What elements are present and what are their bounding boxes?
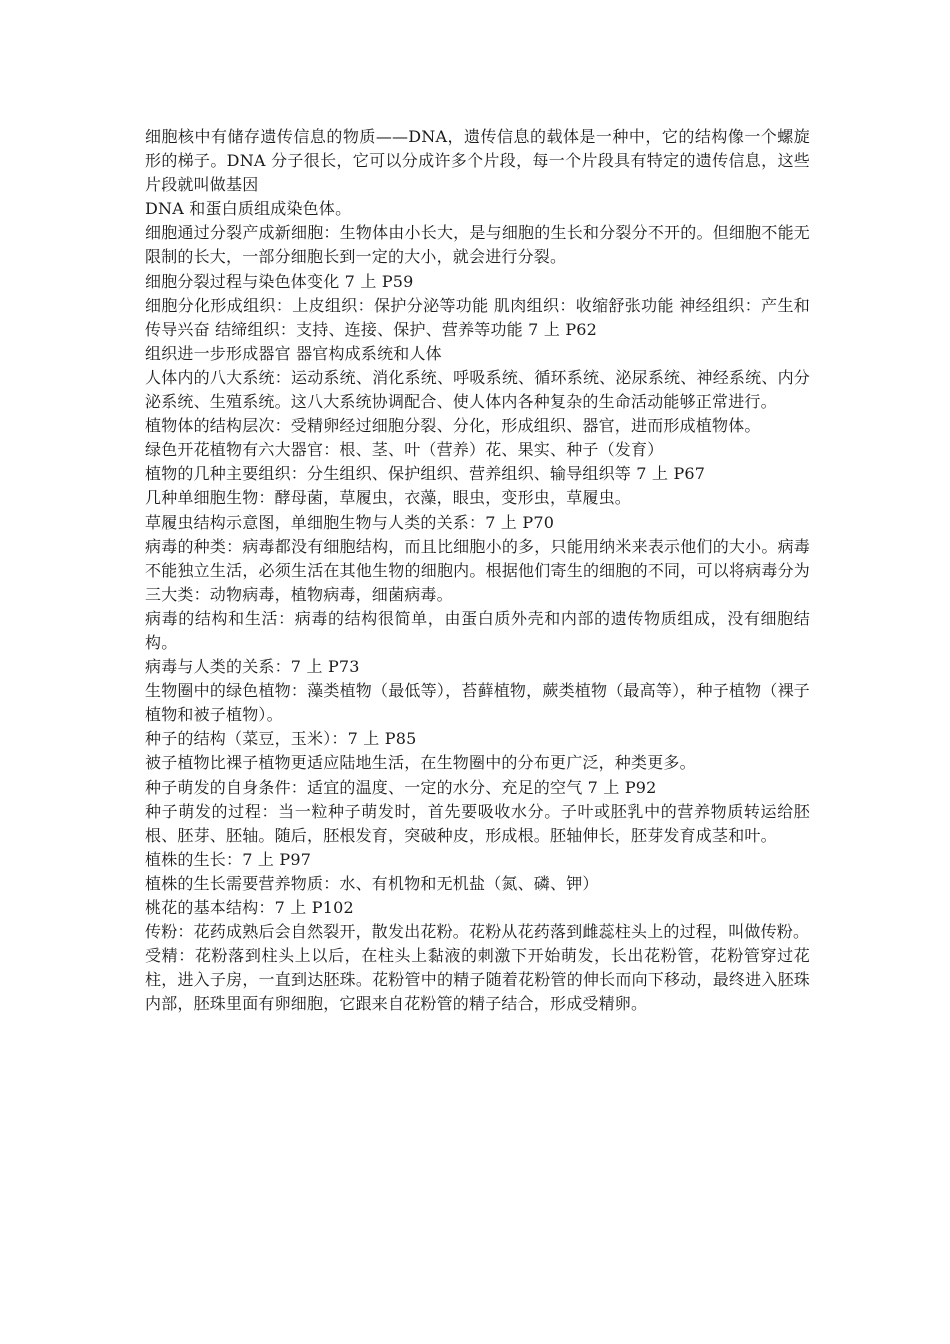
paragraph-growth-nutrients: 植株的生长需要营养物质：水、有机物和无机盐（氮、磷、钾）: [145, 873, 599, 893]
paragraph-green-plants: 生物圈中的绿色植物：藻类植物（最低等），苔藓植物，蕨类植物（最高等），种子植物（裸子植物和被子植物）。: [145, 681, 810, 725]
document-body: [145, 125, 810, 1016]
paragraph-virus-human: 病毒与人类的关系：7 上 P73: [145, 657, 360, 677]
paragraph-single-cell-organisms: 几种单细胞生物：酵母菌，草履虫，衣藻，眼虫，变形虫，草履虫。: [145, 488, 632, 508]
paragraph-germination-process: 种子萌发的过程：当一粒种子萌发时，首先要吸收水分。子叶或胚乳中的营养物质转运给胚根、胚芽、胚轴。随后，胚根发育，突破种皮，形成根。胚轴伸长，胚芽发育成茎和叶。: [145, 801, 810, 845]
paragraph-chromosome: DNA 和蛋白质组成染色体。: [145, 199, 352, 219]
paragraph-pollination: 传粉：花药成熟后会自然裂开，散发出花粉。花粉从花药落到雌蕊柱头上的过程，叫做传粉。: [145, 922, 810, 942]
paragraph-dna-gene: 细胞核中有储存遗传信息的物质——DNA，遗传信息的载体是一种中，它的结构像一个螺旋形的梯子。DNA 分子很长，它可以分成许多个片段，每一个片段具有特定的遗传信息，这些片段就叫做基因: [145, 127, 810, 195]
paragraph-angiosperm: 被子植物比裸子植物更适应陆地生活，在生物圈中的分布更广泛，种类更多。: [145, 753, 696, 773]
paragraph-six-organs: 绿色开花植物有六大器官：根、茎、叶（营养）花、果实、种子（发育）: [145, 440, 664, 460]
paragraph-virus-structure: 病毒的结构和生活：病毒的结构很简单，由蛋白质外壳和内部的遗传物质组成，没有细胞结构。: [145, 608, 810, 652]
paragraph-peach-flower: 桃花的基本结构：7 上 P102: [145, 898, 354, 917]
paragraph-plant-structure-levels: 植物体的结构层次：受精卵经过细胞分裂、分化，形成组织、器官，进而形成植物体。: [145, 416, 761, 436]
paragraph-eight-systems: 人体内的八大系统：运动系统、消化系统、呼吸系统、循环系统、泌尿系统、神经系统、内分泌系统、生殖系统。这八大系统协调配合、使人体内各种复杂的生命活动能够正常进行。: [145, 367, 810, 412]
paragraph-plant-tissues: 植物的几种主要组织：分生组织、保护组织、营养组织、输导组织等 7 上 P67: [145, 464, 706, 484]
paragraph-paramecium: 草履虫结构示意图，单细胞生物与人类的关系：7 上 P70: [145, 512, 555, 532]
paragraph-cell-division: 细胞通过分裂产成新细胞：生物体由小长大，是与细胞的生长和分裂分不开的。但细胞不能无限制的长大，一部分细胞长到一定的大小，就会进行分裂。: [145, 223, 810, 267]
paragraph-division-chromosome-change: 细胞分裂过程与染色体变化 7 上 P59: [145, 271, 414, 291]
paragraph-organ-system: 组织进一步形成器官 器官构成系统和人体: [145, 343, 442, 363]
paragraph-seed-structure: 种子的结构（菜豆，玉米）：7 上 P85: [145, 729, 417, 749]
paragraph-germination-conditions: 种子萌发的自身条件：适宜的温度、一定的水分、充足的空气 7 上 P92: [145, 777, 657, 797]
paragraph-fertilization: 受精：花粉落到柱头上以后，在柱头上黏液的刺激下开始萌发，长出花粉管，花粉管穿过花柱，进入子房，一直到达胚珠。花粉管中的精子随着花粉管的伸长而向下移动，最终进入胚珠内部，胚珠里面有卵细胞，它跟来自花粉管的精子结合，形成受精卵。: [145, 946, 810, 1014]
paragraph-plant-growth: 植株的生长：7 上 P97: [145, 849, 312, 869]
paragraph-cell-differentiation: 细胞分化形成组织：上皮组织：保护分泌等功能 肌肉组织：收缩舒张功能 神经组织：产生和传导兴奋 结缔组织：支持、连接、保护、营养等功能 7 上 P62: [145, 295, 810, 339]
paragraph-virus-types: 病毒的种类：病毒都没有细胞结构，而且比细胞小的多，只能用纳米来表示他们的大小。病毒不能独立生活，必须生活在其他生物的细胞内。根据他们寄生的细胞的不同，可以将病毒分为三大类：动物病毒，植物病毒，细菌病毒。: [145, 536, 810, 604]
